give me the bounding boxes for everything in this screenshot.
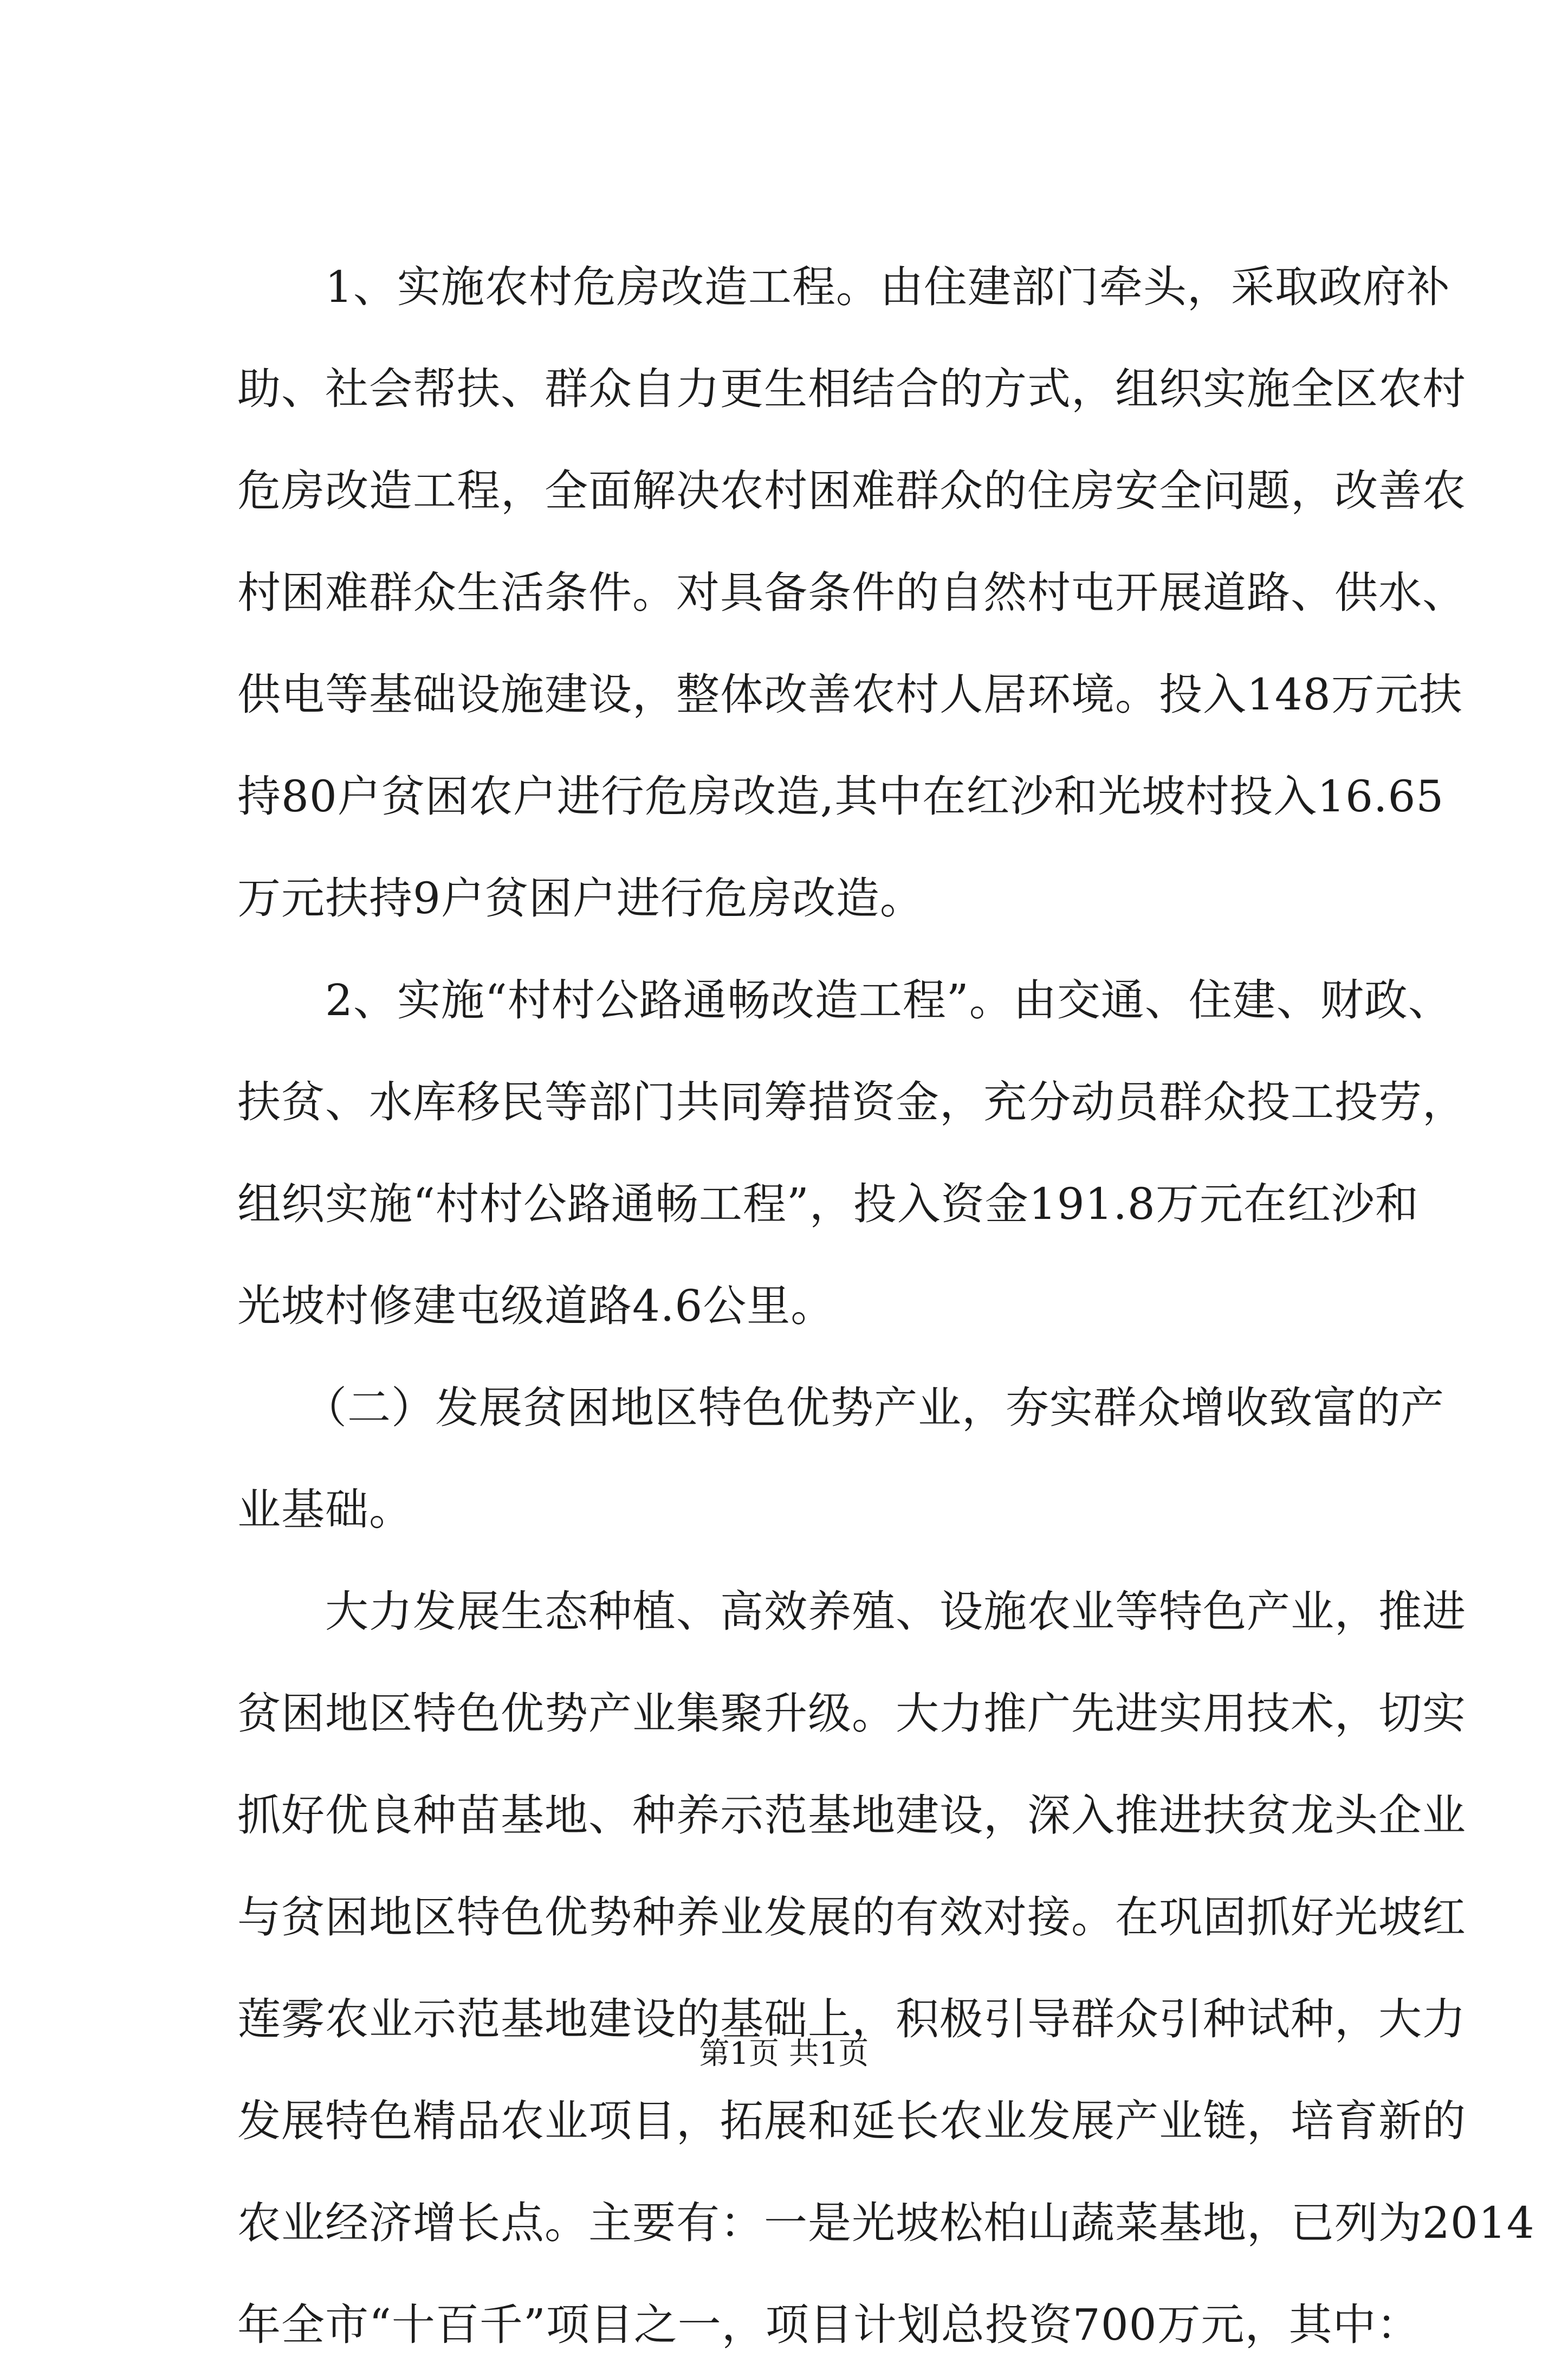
text-line: 发展特色精品农业项目，拓展和延长农业发展产业链，培育新的 <box>237 2096 1466 2146</box>
page-number-label: 第1页 共1页 <box>699 2036 869 2071</box>
text-line: 农业经济增长点。主要有：一是光坡松柏山蔬菜基地，已列为2014 <box>237 2198 1535 2248</box>
text-line: 贫困地区特色优势产业集聚升级。大力推广先进实用技术，切实 <box>237 1688 1466 1739</box>
text-line: 供电等基础设施建设，整体改善农村人居环境。投入148万元扶 <box>237 669 1463 720</box>
text-line: 危房改造工程，全面解决农村困难群众的住房安全问题，改善农 <box>237 466 1466 516</box>
text-line: 持80户贫困农户进行危房改造,其中在红沙和光坡村投入16.65 <box>237 771 1444 822</box>
text-line: 1、实施农村危房改造工程。由住建部门牵头，采取政府补 <box>237 262 1450 312</box>
section-heading-line: （二）发展贫困地区特色优势产业，夯实群众增收致富的产 <box>237 1383 1444 1433</box>
text-line: 抓好优良种苗基地、种养示范基地建设，深入推进扶贫龙头企业 <box>237 1790 1466 1841</box>
text-line: 光坡村修建屯级道路4.6公里。 <box>237 1281 835 1331</box>
text-line: 万元扶持9户贫困户进行危房改造。 <box>237 873 924 924</box>
text-line: 2、实施“村村公路通畅改造工程”。由交通、住建、财政、 <box>237 975 1452 1025</box>
text-line: 莲雾农业示范基地建设的基础上，积极引导群众引种试种，大力 <box>237 1994 1466 2044</box>
text-line: 组织实施“村村公路通畅工程”，投入资金191.8万元在红沙和 <box>237 1179 1419 1229</box>
section-heading-line: 业基础。 <box>237 1484 413 1535</box>
text-line: 村困难群众生活条件。对具备条件的自然村屯开展道路、供水、 <box>237 567 1466 618</box>
text-line: 与贫困地区特色优势种养业发展的有效对接。在巩固抓好光坡红 <box>237 1892 1466 1942</box>
text-line: 大力发展生态种植、高效养殖、设施农业等特色产业，推进 <box>237 1586 1466 1637</box>
text-line: 助、社会帮扶、群众自力更生相结合的方式，组织实施全区农村 <box>237 364 1466 414</box>
page-footer <box>0 2032 1568 2076</box>
text-line: 年全市“十百千”项目之一，项目计划总投资700万元，其中： <box>237 2300 1421 2350</box>
text-line: 扶贫、水库移民等部门共同筹措资金，充分动员群众投工投劳， <box>237 1077 1466 1127</box>
